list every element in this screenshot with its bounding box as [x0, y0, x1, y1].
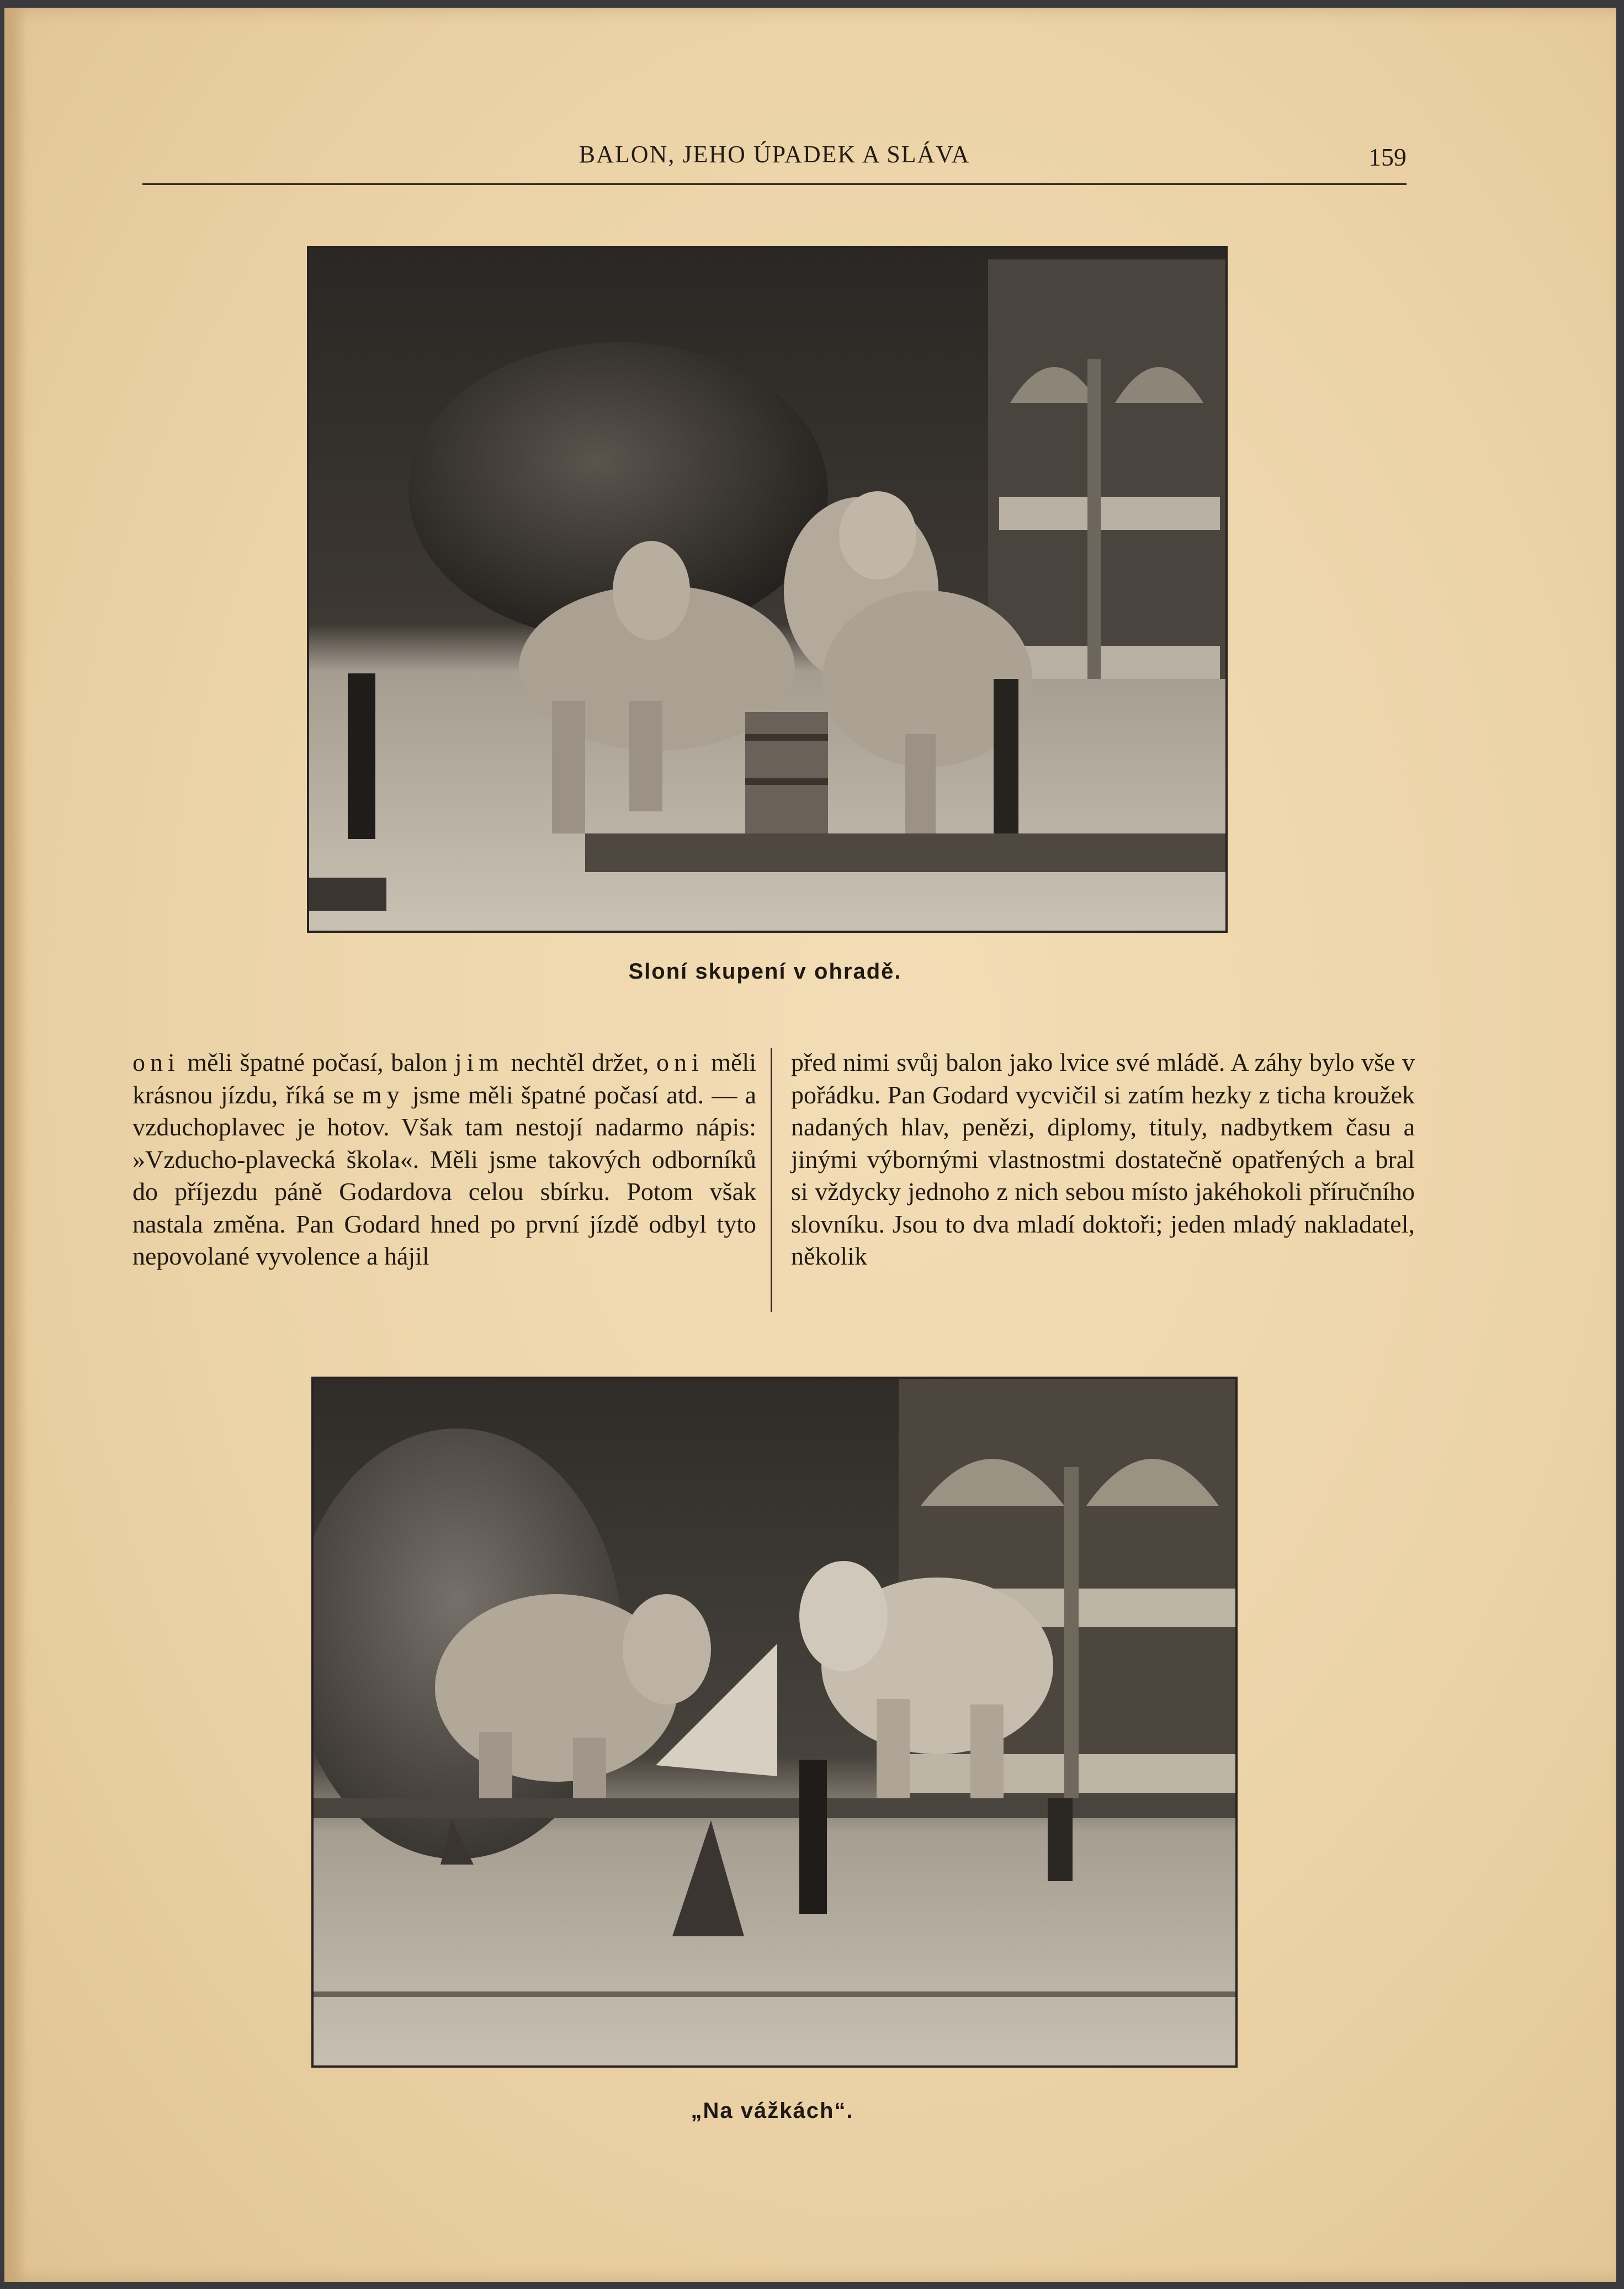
text-column-right [791, 1047, 1415, 1323]
page-number: 159 [1368, 143, 1407, 171]
paragraph: před nimi svůj balon jako lvice své mládě. A záhy bylo vše v pořádku. Pan Godard vycvičil si zatím hezky z ticha kroužek nadaných hlav, penězi, diplomy, tituly, nadbytkem času a jinými výbornými vlastnostmi dostatečně opatřených a bral si vždycky jednoho z nich sebou místo jakéhokoli příručního slovníku. Jsou to dva mladí doktoři; jeden mladý nakladatel, několik [791, 1048, 1415, 1270]
paragraph [132, 1047, 756, 1273]
page-gutter [4, 8, 26, 2282]
photo-on-the-beam [311, 1377, 1238, 2068]
text-column-left [132, 1047, 756, 1323]
spaced-word: oni [132, 1048, 180, 1076]
figure-caption: Sloní skupení v ohradě. [628, 959, 902, 984]
spaced-word: oni [656, 1048, 704, 1076]
text-run: jsme měli špatné počasí atd. — a vzduchoplavec je hotov. Však tam nestojí nadarmo nápis: »Vzducho-plavecká škola«. Měli jsme takových odborníků do příjezdu páně Godardova celou sbírku. Potom však nastala změna. Pan Godard hned po první jízdě odbyl tyto nepovolané vyvolence a hájil [132, 1080, 756, 1270]
text-run: nechtěl držet, [503, 1048, 656, 1076]
spaced-word: my [362, 1080, 405, 1109]
running-title: BALON, JEHO ÚPADEK A SLÁVA [579, 141, 970, 168]
spaced-word: jim [454, 1048, 504, 1076]
figure-caption: „Na vážkách“. [691, 2099, 854, 2123]
book-page [4, 8, 1616, 2282]
column-rule [771, 1048, 772, 1312]
photo-elephant-group [307, 246, 1228, 933]
text-run: měli krásnou jízdu, říká se [132, 1048, 756, 1109]
running-head [142, 134, 1407, 185]
text-run: měli špatné počasí, balon [179, 1048, 455, 1076]
